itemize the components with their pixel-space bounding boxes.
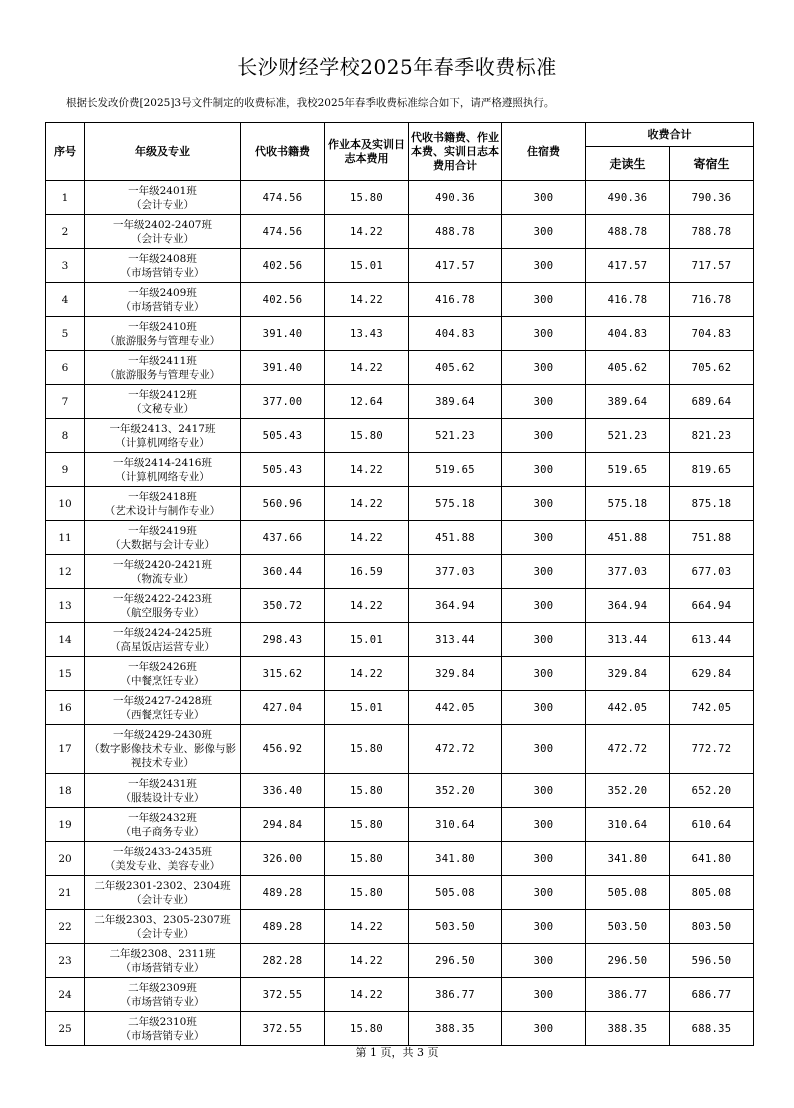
subtotal-cell: 364.94 bbox=[409, 589, 502, 623]
book-fee-cell: 350.72 bbox=[241, 589, 325, 623]
major-name: （文秘专业） bbox=[131, 402, 194, 415]
day-student-total-cell: 386.77 bbox=[586, 978, 670, 1012]
header-boarder: 寄宿生 bbox=[670, 147, 754, 181]
homework-fee-cell: 15.01 bbox=[325, 623, 409, 657]
day-student-total-cell: 575.18 bbox=[586, 487, 670, 521]
grade-major-cell bbox=[85, 487, 241, 521]
class-name: 二年级2310班 bbox=[128, 1015, 197, 1028]
subtotal-cell: 451.88 bbox=[409, 521, 502, 555]
grade-major-cell bbox=[85, 876, 241, 910]
day-student-total-cell: 521.23 bbox=[586, 419, 670, 453]
table-row bbox=[46, 876, 754, 910]
day-student-total-cell: 417.57 bbox=[586, 249, 670, 283]
class-name: 二年级2301-2302、2304班 bbox=[94, 879, 231, 892]
class-name: 一年级2402-2407班 bbox=[113, 218, 212, 231]
seq-cell: 21 bbox=[46, 876, 85, 910]
seq-cell: 9 bbox=[46, 453, 85, 487]
header-total-group: 收费合计 bbox=[586, 123, 754, 147]
major-name: （计算机网络专业） bbox=[115, 436, 210, 449]
book-fee-cell: 360.44 bbox=[241, 555, 325, 589]
class-name: 一年级2433-2435班 bbox=[113, 845, 212, 858]
grade-major-cell bbox=[85, 317, 241, 351]
day-student-total-cell: 296.50 bbox=[586, 944, 670, 978]
dorm-fee-cell: 300 bbox=[502, 910, 586, 944]
seq-cell: 20 bbox=[46, 842, 85, 876]
seq-cell: 24 bbox=[46, 978, 85, 1012]
table-row bbox=[46, 419, 754, 453]
homework-fee-cell: 14.22 bbox=[325, 978, 409, 1012]
grade-major-cell bbox=[85, 842, 241, 876]
table-row bbox=[46, 215, 754, 249]
grade-major-cell bbox=[85, 215, 241, 249]
seq-cell: 15 bbox=[46, 657, 85, 691]
day-student-total-cell: 503.50 bbox=[586, 910, 670, 944]
book-fee-cell: 372.55 bbox=[241, 978, 325, 1012]
subtotal-cell: 404.83 bbox=[409, 317, 502, 351]
table-row bbox=[46, 249, 754, 283]
homework-fee-cell: 15.01 bbox=[325, 691, 409, 725]
grade-major-cell bbox=[85, 589, 241, 623]
boarder-total-cell: 652.20 bbox=[670, 774, 754, 808]
header-day-student: 走读生 bbox=[586, 147, 670, 181]
intro-text: 根据长发改价费[2025]3号文件制定的收费标准，我校2025年春季收费标准综合如下，请严格遵照执行。 bbox=[66, 97, 555, 109]
day-student-total-cell: 404.83 bbox=[586, 317, 670, 351]
major-name: （市场营销专业） bbox=[120, 1029, 205, 1042]
dorm-fee-cell: 300 bbox=[502, 419, 586, 453]
dorm-fee-cell: 300 bbox=[502, 181, 586, 215]
seq-cell: 12 bbox=[46, 555, 85, 589]
seq-cell: 5 bbox=[46, 317, 85, 351]
subtotal-cell: 521.23 bbox=[409, 419, 502, 453]
dorm-fee-cell: 300 bbox=[502, 725, 586, 774]
boarder-total-cell: 664.94 bbox=[670, 589, 754, 623]
dorm-fee-cell: 300 bbox=[502, 876, 586, 910]
boarder-total-cell: 742.05 bbox=[670, 691, 754, 725]
subtotal-cell: 389.64 bbox=[409, 385, 502, 419]
subtotal-cell: 310.64 bbox=[409, 808, 502, 842]
grade-major-cell bbox=[85, 249, 241, 283]
header-grade-major: 年级及专业 bbox=[85, 123, 241, 181]
day-student-total-cell: 352.20 bbox=[586, 774, 670, 808]
major-name: （物流专业） bbox=[131, 572, 194, 585]
seq-cell: 13 bbox=[46, 589, 85, 623]
subtotal-cell: 405.62 bbox=[409, 351, 502, 385]
grade-major-cell bbox=[85, 691, 241, 725]
class-name: 一年级2401班 bbox=[128, 184, 197, 197]
boarder-total-cell: 788.78 bbox=[670, 215, 754, 249]
class-name: 一年级2414-2416班 bbox=[113, 456, 212, 469]
homework-fee-cell: 15.80 bbox=[325, 419, 409, 453]
seq-cell: 23 bbox=[46, 944, 85, 978]
book-fee-cell: 294.84 bbox=[241, 808, 325, 842]
dorm-fee-cell: 300 bbox=[502, 215, 586, 249]
subtotal-cell: 386.77 bbox=[409, 978, 502, 1012]
day-student-total-cell: 313.44 bbox=[586, 623, 670, 657]
homework-fee-cell: 15.01 bbox=[325, 249, 409, 283]
boarder-total-cell: 803.50 bbox=[670, 910, 754, 944]
header-book-fee: 代收书籍费 bbox=[241, 123, 325, 181]
major-name: （市场营销专业） bbox=[120, 961, 205, 974]
seq-cell: 4 bbox=[46, 283, 85, 317]
subtotal-cell: 519.65 bbox=[409, 453, 502, 487]
day-student-total-cell: 505.08 bbox=[586, 876, 670, 910]
dorm-fee-cell: 300 bbox=[502, 944, 586, 978]
day-student-total-cell: 442.05 bbox=[586, 691, 670, 725]
dorm-fee-cell: 300 bbox=[502, 555, 586, 589]
major-name: （计算机网络专业） bbox=[115, 470, 210, 483]
major-name: （大数据与会计专业） bbox=[110, 538, 215, 551]
table-row bbox=[46, 808, 754, 842]
seq-cell: 2 bbox=[46, 215, 85, 249]
subtotal-cell: 313.44 bbox=[409, 623, 502, 657]
day-student-total-cell: 377.03 bbox=[586, 555, 670, 589]
table-row bbox=[46, 351, 754, 385]
dorm-fee-cell: 300 bbox=[502, 808, 586, 842]
book-fee-cell: 489.28 bbox=[241, 910, 325, 944]
grade-major-cell bbox=[85, 725, 241, 774]
table-row bbox=[46, 521, 754, 555]
seq-cell: 11 bbox=[46, 521, 85, 555]
seq-cell: 1 bbox=[46, 181, 85, 215]
boarder-total-cell: 751.88 bbox=[670, 521, 754, 555]
dorm-fee-cell: 300 bbox=[502, 521, 586, 555]
major-name: （会计专业） bbox=[131, 893, 194, 906]
day-student-total-cell: 329.84 bbox=[586, 657, 670, 691]
dorm-fee-cell: 300 bbox=[502, 691, 586, 725]
dorm-fee-cell: 300 bbox=[502, 842, 586, 876]
major-name: （会计专业） bbox=[131, 927, 194, 940]
dorm-fee-cell: 300 bbox=[502, 317, 586, 351]
homework-fee-cell: 15.80 bbox=[325, 1012, 409, 1046]
seq-cell: 17 bbox=[46, 725, 85, 774]
grade-major-cell bbox=[85, 774, 241, 808]
class-name: 二年级2309班 bbox=[128, 981, 197, 994]
subtotal-cell: 329.84 bbox=[409, 657, 502, 691]
book-fee-cell: 336.40 bbox=[241, 774, 325, 808]
class-name: 二年级2303、2305-2307班 bbox=[94, 913, 231, 926]
day-student-total-cell: 364.94 bbox=[586, 589, 670, 623]
book-fee-cell: 391.40 bbox=[241, 317, 325, 351]
seq-cell: 8 bbox=[46, 419, 85, 453]
dorm-fee-cell: 300 bbox=[502, 351, 586, 385]
table-row bbox=[46, 1012, 754, 1046]
boarder-total-cell: 688.35 bbox=[670, 1012, 754, 1046]
header-subtotal: 代收书籍费、作业本费、实训日志本费用合计 bbox=[409, 123, 502, 181]
homework-fee-cell: 14.22 bbox=[325, 215, 409, 249]
table-row bbox=[46, 623, 754, 657]
book-fee-cell: 372.55 bbox=[241, 1012, 325, 1046]
seq-cell: 7 bbox=[46, 385, 85, 419]
subtotal-cell: 352.20 bbox=[409, 774, 502, 808]
major-name: （艺术设计与制作专业） bbox=[104, 504, 221, 517]
boarder-total-cell: 790.36 bbox=[670, 181, 754, 215]
seq-cell: 10 bbox=[46, 487, 85, 521]
class-name: 一年级2420-2421班 bbox=[113, 558, 212, 571]
grade-major-cell bbox=[85, 1012, 241, 1046]
page-footer: 第 1 页，共 3 页 bbox=[355, 1046, 439, 1059]
class-name: 一年级2412班 bbox=[128, 388, 197, 401]
homework-fee-cell: 14.22 bbox=[325, 453, 409, 487]
table-row bbox=[46, 944, 754, 978]
boarder-total-cell: 716.78 bbox=[670, 283, 754, 317]
major-name: （美发专业、美容专业） bbox=[104, 859, 221, 872]
table-row bbox=[46, 487, 754, 521]
day-student-total-cell: 519.65 bbox=[586, 453, 670, 487]
day-student-total-cell: 405.62 bbox=[586, 351, 670, 385]
dorm-fee-cell: 300 bbox=[502, 623, 586, 657]
class-name: 一年级2429-2430班 bbox=[113, 729, 212, 741]
grade-major-cell bbox=[85, 419, 241, 453]
boarder-total-cell: 875.18 bbox=[670, 487, 754, 521]
dorm-fee-cell: 300 bbox=[502, 1012, 586, 1046]
grade-major-cell bbox=[85, 808, 241, 842]
subtotal-cell: 296.50 bbox=[409, 944, 502, 978]
major-name: （航空服务专业） bbox=[120, 606, 205, 619]
day-student-total-cell: 451.88 bbox=[586, 521, 670, 555]
table-row bbox=[46, 725, 754, 774]
grade-major-cell bbox=[85, 657, 241, 691]
boarder-total-cell: 596.50 bbox=[670, 944, 754, 978]
boarder-total-cell: 613.44 bbox=[670, 623, 754, 657]
class-name: 一年级2410班 bbox=[128, 320, 197, 333]
subtotal-cell: 575.18 bbox=[409, 487, 502, 521]
boarder-total-cell: 629.84 bbox=[670, 657, 754, 691]
table-row bbox=[46, 657, 754, 691]
book-fee-cell: 437.66 bbox=[241, 521, 325, 555]
subtotal-cell: 490.36 bbox=[409, 181, 502, 215]
book-fee-cell: 505.43 bbox=[241, 453, 325, 487]
subtotal-cell: 505.08 bbox=[409, 876, 502, 910]
table-row bbox=[46, 978, 754, 1012]
subtotal-cell: 341.80 bbox=[409, 842, 502, 876]
book-fee-cell: 560.96 bbox=[241, 487, 325, 521]
book-fee-cell: 298.43 bbox=[241, 623, 325, 657]
boarder-total-cell: 821.23 bbox=[670, 419, 754, 453]
major-name: （数字影像技术专业、影像与影视技术专业） bbox=[89, 743, 236, 769]
homework-fee-cell: 14.22 bbox=[325, 657, 409, 691]
table-row bbox=[46, 385, 754, 419]
homework-fee-cell: 15.80 bbox=[325, 876, 409, 910]
dorm-fee-cell: 300 bbox=[502, 487, 586, 521]
homework-fee-cell: 16.59 bbox=[325, 555, 409, 589]
book-fee-cell: 402.56 bbox=[241, 249, 325, 283]
major-name: （会计专业） bbox=[131, 232, 194, 245]
book-fee-cell: 456.92 bbox=[241, 725, 325, 774]
book-fee-cell: 391.40 bbox=[241, 351, 325, 385]
document-title: 长沙财经学校2025年春季收费标准 bbox=[237, 55, 557, 79]
book-fee-cell: 474.56 bbox=[241, 181, 325, 215]
homework-fee-cell: 15.80 bbox=[325, 725, 409, 774]
boarder-total-cell: 805.08 bbox=[670, 876, 754, 910]
seq-cell: 14 bbox=[46, 623, 85, 657]
grade-major-cell bbox=[85, 623, 241, 657]
major-name: （旅游服务与管理专业） bbox=[104, 368, 221, 381]
major-name: （市场营销专业） bbox=[120, 300, 205, 313]
book-fee-cell: 402.56 bbox=[241, 283, 325, 317]
homework-fee-cell: 15.80 bbox=[325, 181, 409, 215]
grade-major-cell bbox=[85, 521, 241, 555]
grade-major-cell bbox=[85, 453, 241, 487]
day-student-total-cell: 310.64 bbox=[586, 808, 670, 842]
class-name: 一年级2418班 bbox=[128, 490, 197, 503]
boarder-total-cell: 686.77 bbox=[670, 978, 754, 1012]
class-name: 一年级2427-2428班 bbox=[113, 694, 212, 707]
seq-cell: 22 bbox=[46, 910, 85, 944]
boarder-total-cell: 819.65 bbox=[670, 453, 754, 487]
major-name: （中餐烹饪专业） bbox=[120, 674, 205, 687]
seq-cell: 19 bbox=[46, 808, 85, 842]
subtotal-cell: 417.57 bbox=[409, 249, 502, 283]
table-row bbox=[46, 691, 754, 725]
book-fee-cell: 505.43 bbox=[241, 419, 325, 453]
homework-fee-cell: 14.22 bbox=[325, 351, 409, 385]
class-name: 一年级2408班 bbox=[128, 252, 197, 265]
book-fee-cell: 326.00 bbox=[241, 842, 325, 876]
boarder-total-cell: 641.80 bbox=[670, 842, 754, 876]
book-fee-cell: 427.04 bbox=[241, 691, 325, 725]
day-student-total-cell: 488.78 bbox=[586, 215, 670, 249]
day-student-total-cell: 388.35 bbox=[586, 1012, 670, 1046]
major-name: （电子商务专业） bbox=[120, 825, 205, 838]
boarder-total-cell: 677.03 bbox=[670, 555, 754, 589]
homework-fee-cell: 14.22 bbox=[325, 283, 409, 317]
class-name: 一年级2411班 bbox=[128, 354, 197, 367]
subtotal-cell: 472.72 bbox=[409, 725, 502, 774]
boarder-total-cell: 610.64 bbox=[670, 808, 754, 842]
seq-cell: 6 bbox=[46, 351, 85, 385]
homework-fee-cell: 14.22 bbox=[325, 910, 409, 944]
grade-major-cell bbox=[85, 910, 241, 944]
subtotal-cell: 503.50 bbox=[409, 910, 502, 944]
table-row bbox=[46, 453, 754, 487]
grade-major-cell bbox=[85, 978, 241, 1012]
subtotal-cell: 442.05 bbox=[409, 691, 502, 725]
homework-fee-cell: 14.22 bbox=[325, 944, 409, 978]
header-dorm-fee: 住宿费 bbox=[502, 123, 586, 181]
subtotal-cell: 488.78 bbox=[409, 215, 502, 249]
book-fee-cell: 315.62 bbox=[241, 657, 325, 691]
dorm-fee-cell: 300 bbox=[502, 385, 586, 419]
grade-major-cell bbox=[85, 385, 241, 419]
table-row bbox=[46, 317, 754, 351]
grade-major-cell bbox=[85, 351, 241, 385]
dorm-fee-cell: 300 bbox=[502, 978, 586, 1012]
seq-cell: 16 bbox=[46, 691, 85, 725]
fee-table bbox=[45, 122, 754, 1046]
subtotal-cell: 416.78 bbox=[409, 283, 502, 317]
table-row bbox=[46, 283, 754, 317]
header-seq: 序号 bbox=[46, 123, 85, 181]
grade-major-cell bbox=[85, 283, 241, 317]
seq-cell: 3 bbox=[46, 249, 85, 283]
table-row bbox=[46, 910, 754, 944]
class-name: 一年级2426班 bbox=[128, 660, 197, 673]
boarder-total-cell: 705.62 bbox=[670, 351, 754, 385]
book-fee-cell: 377.00 bbox=[241, 385, 325, 419]
boarder-total-cell: 772.72 bbox=[670, 725, 754, 774]
major-name: （西餐烹饪专业） bbox=[120, 708, 205, 721]
major-name: （会计专业） bbox=[131, 198, 194, 211]
major-name: （市场营销专业） bbox=[120, 995, 205, 1008]
class-name: 一年级2422-2423班 bbox=[113, 592, 212, 605]
major-name: （旅游服务与管理专业） bbox=[104, 334, 221, 347]
day-student-total-cell: 416.78 bbox=[586, 283, 670, 317]
homework-fee-cell: 15.80 bbox=[325, 808, 409, 842]
boarder-total-cell: 689.64 bbox=[670, 385, 754, 419]
class-name: 一年级2409班 bbox=[128, 286, 197, 299]
table-row bbox=[46, 589, 754, 623]
day-student-total-cell: 472.72 bbox=[586, 725, 670, 774]
seq-cell: 18 bbox=[46, 774, 85, 808]
day-student-total-cell: 389.64 bbox=[586, 385, 670, 419]
grade-major-cell bbox=[85, 555, 241, 589]
grade-major-cell bbox=[85, 181, 241, 215]
homework-fee-cell: 14.22 bbox=[325, 589, 409, 623]
class-name: 一年级2424-2425班 bbox=[113, 626, 212, 639]
dorm-fee-cell: 300 bbox=[502, 453, 586, 487]
dorm-fee-cell: 300 bbox=[502, 589, 586, 623]
major-name: （市场营销专业） bbox=[120, 266, 205, 279]
dorm-fee-cell: 300 bbox=[502, 657, 586, 691]
homework-fee-cell: 14.22 bbox=[325, 521, 409, 555]
homework-fee-cell: 13.43 bbox=[325, 317, 409, 351]
book-fee-cell: 489.28 bbox=[241, 876, 325, 910]
class-name: 一年级2419班 bbox=[128, 524, 197, 537]
boarder-total-cell: 704.83 bbox=[670, 317, 754, 351]
day-student-total-cell: 341.80 bbox=[586, 842, 670, 876]
table-row bbox=[46, 842, 754, 876]
table-row bbox=[46, 181, 754, 215]
subtotal-cell: 388.35 bbox=[409, 1012, 502, 1046]
homework-fee-cell: 15.80 bbox=[325, 774, 409, 808]
class-name: 二年级2308、2311班 bbox=[109, 947, 216, 960]
header-row-1 bbox=[46, 123, 754, 147]
subtotal-cell: 377.03 bbox=[409, 555, 502, 589]
dorm-fee-cell: 300 bbox=[502, 249, 586, 283]
homework-fee-cell: 12.64 bbox=[325, 385, 409, 419]
book-fee-cell: 282.28 bbox=[241, 944, 325, 978]
major-name: （高星饭店运营专业） bbox=[110, 640, 215, 653]
major-name: （服装设计专业） bbox=[120, 791, 205, 804]
homework-fee-cell: 15.80 bbox=[325, 842, 409, 876]
table-row bbox=[46, 555, 754, 589]
class-name: 一年级2413、2417班 bbox=[109, 422, 216, 435]
seq-cell: 25 bbox=[46, 1012, 85, 1046]
homework-fee-cell: 14.22 bbox=[325, 487, 409, 521]
class-name: 一年级2431班 bbox=[128, 777, 197, 790]
day-student-total-cell: 490.36 bbox=[586, 181, 670, 215]
dorm-fee-cell: 300 bbox=[502, 283, 586, 317]
table-row bbox=[46, 774, 754, 808]
book-fee-cell: 474.56 bbox=[241, 215, 325, 249]
grade-major-cell bbox=[85, 944, 241, 978]
fee-table-body bbox=[46, 181, 754, 1046]
boarder-total-cell: 717.57 bbox=[670, 249, 754, 283]
header-homework-fee: 作业本及实训日志本费用 bbox=[325, 123, 409, 181]
class-name: 一年级2432班 bbox=[128, 811, 197, 824]
dorm-fee-cell: 300 bbox=[502, 774, 586, 808]
